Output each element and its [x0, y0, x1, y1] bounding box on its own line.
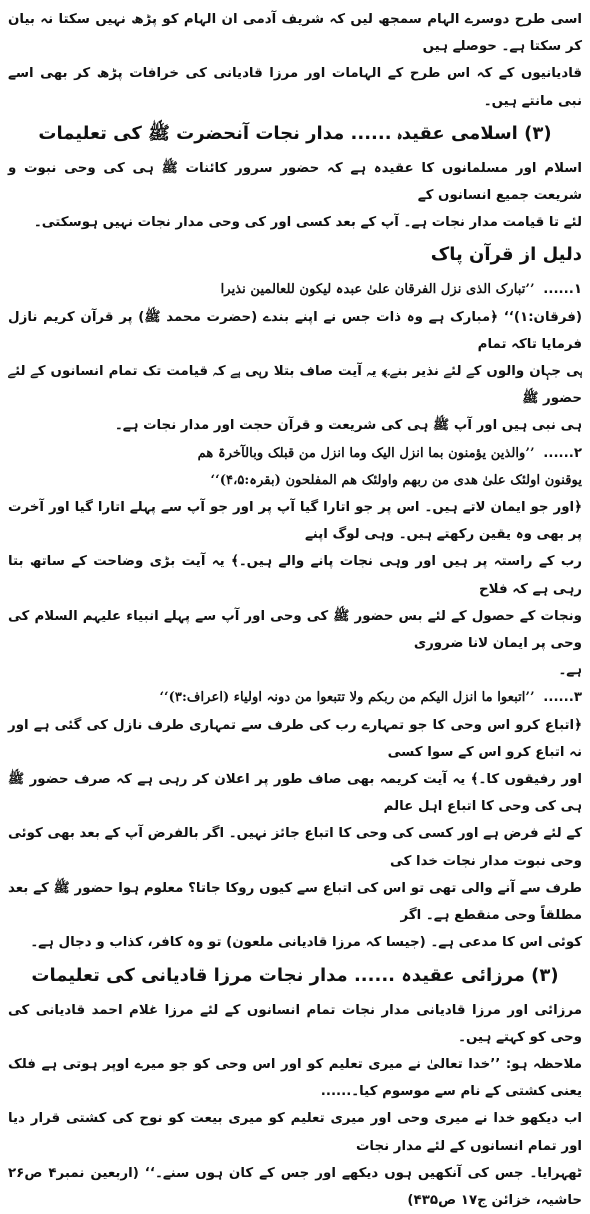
evidence-line: ہی جہان والوں کے لئے نذیر بنے۔﴾ یہ آیت صاف بتلا رہی ہے کہ قیامت تک تمام انسانوں کے لئے حضور ﷺ — [8, 364, 582, 407]
quran-evidence-heading: دلیل از قرآن پاک — [430, 244, 582, 266]
evidence-line: کے لئے فرض ہے اور کسی کی وحی کا اتباع جائز نہیں۔ اگر بالفرض آپ کے بعد بھی کوئی وحی نبوت مدار نجات خدا کی — [8, 826, 582, 869]
evidence-1-arabic — [8, 276, 582, 303]
quran-verse: ’’تبارک الذی نزل الفرقان علیٰ عبدہ لیکون للعالمین نذیرا — [220, 282, 535, 298]
islamic-belief-line: اسلام اور مسلمانوں کا عقیدہ ہے کہ حضور سرور کائنات ﷺ ہی کی وحی نبوت و شریعت جمیع انسانوں کے — [8, 160, 582, 204]
mirzai-belief-line: ٹھہرایا۔ جس کی آنکھیں ہوں دیکھے اور جس کے کان ہوں سنے۔‘‘ (اربعین نمبر۴ ص۲۶ حاشیہ، خزائن ج۱۷ ص۴۳۵) — [8, 1165, 582, 1208]
evidence-line: کوئی اس کا مدعی ہے۔ (جیسا کہ مرزا قادیانی ملعون) تو وہ کافر، کذاب و دجال ہے۔ — [30, 935, 582, 951]
evidence-line: اور رفیقوں کا۔﴾ یہ آیت کریمہ بھی صاف طور پر اعلان کر رہی ہے کہ صرف حضور ﷺ ہی کی وحی کا اتباع اہل عالم — [8, 772, 582, 815]
section-heading-mirzai-belief: (۳) مرزائی عقیدہ ...... مدار نجات مرزا قادیانی کی تعلیمات — [31, 964, 559, 986]
evidence-2-arabic-cont — [8, 467, 582, 494]
evidence-line: ہے۔ — [558, 663, 582, 679]
intro-line: اسی طرح دوسرے الہام سمجھ لیں کہ شریف آدمی ان الہام کو پڑھ نہیں سکتا نہ بیان کر سکتا ہے۔ حوصلے ہیں — [8, 12, 582, 55]
quran-verse-continued: یوقنون اولئک علیٰ ھدی من ربھم واولئک ھم المفلحون (بقرہ:۴،۵)‘‘ — [210, 472, 582, 488]
evidence-line: ﴿اور جو ایمان لاتے ہیں۔ اس پر جو اتارا گیا آپ پر اور جو آپ سے پہلے اتارا گیا اور آخرت پر بھی وہ یقین رکھتے ہیں۔ وہی لوگ اپنے — [8, 500, 582, 543]
mirzai-belief-line: ملاحظہ ہو: ’’خدا تعالیٰ نے میری تعلیم کو اور اس وحی کو جو میرے اوپر ہوتی ہے فلک یعنی کشتی کے نام سے موسوم کیا۔...... — [8, 1056, 582, 1100]
mirzai-belief-line: اب دیکھو خدا نے میری وحی اور میری تعلیم کو میری بیعت کو نوح کی کشتی قرار دیا اور تمام انسانوں کے لئے مدار نجات — [8, 1111, 582, 1154]
evidence-3-arabic — [8, 684, 582, 711]
islamic-belief-line: لئے تا قیامت مدار نجات ہے۔ آپ کے بعد کسی اور کی وحی مدار نجات نہیں ہوسکتی۔ — [33, 215, 582, 231]
quran-verse: ’’والذین یؤمنون بما انزل الیک وما انزل من قبلک وبالآخرۃ هم — [197, 445, 535, 461]
section-heading-islamic-belief: (۳) اسلامی عقیدہ ...... مدار نجات آنحضرت ﷺ کی تعلیمات — [38, 122, 552, 144]
evidence-line: (فرقان:۱)‘‘ ﴿مبارک ہے وہ ذات جس نے اپنے بندے (حضرت محمد ﷺ) پر قرآن کریم نازل فرمایا تاکہ تمام — [8, 309, 582, 352]
evidence-line: ونجات کے حصول کے لئے بس حضور ﷺ کی وحی اور آپ سے پہلے انبیاء علیہم السلام کی وحی پر ایمان لانا ضروری — [8, 608, 582, 652]
evidence-number: ۱...... — [543, 282, 582, 298]
evidence-line: رب کے راستہ پر ہیں اور وہی نجات پانے والے ہیں۔﴾ یہ آیت بڑی وضاحت کے ساتھ بتا رہی ہے کہ فلاح — [8, 554, 582, 597]
mirzai-belief-line: مرزائی اور مرزا قادیانی مدار نجات تمام انسانوں کے لئے مرزا غلام احمد قادیانی کی وحی کو کہتے ہیں۔ — [8, 1002, 582, 1045]
evidence-line: طرف سے آنے والی تھی تو اس کی اتباع سے کیوں روکا جاتا؟ معلوم ہوا حضور ﷺ کے بعد مطلقاً وحی منقطع ہے۔ اگر — [8, 880, 582, 924]
intro-line: قادیانیوں کے کہ اس طرح کے الہامات اور مرزا قادیانی کی خرافات پڑھ کر بھی اسے نبی مانتے ہیں۔ — [8, 66, 582, 109]
evidence-2-arabic — [8, 440, 582, 467]
evidence-line: ہی نبی ہیں اور آپ ﷺ ہی کی شریعت و قرآن حجت اور مدار نجات ہے۔ — [114, 418, 582, 434]
evidence-line: ﴿اتباع کرو اس وحی کا جو تمہارے رب کی طرف سے تمہاری طرف نازل کی گئی ہے اور نہ اتباع کرو اس کے سوا کسی — [8, 717, 582, 760]
evidence-number: ۲...... — [543, 445, 582, 461]
evidence-number: ۳...... — [543, 690, 582, 706]
quran-verse: ’’اتبعوا ما انزل الیکم من ربکم ولا تتبعوا من دونہ اولیاء (اعراف:۳)‘‘ — [159, 690, 535, 706]
